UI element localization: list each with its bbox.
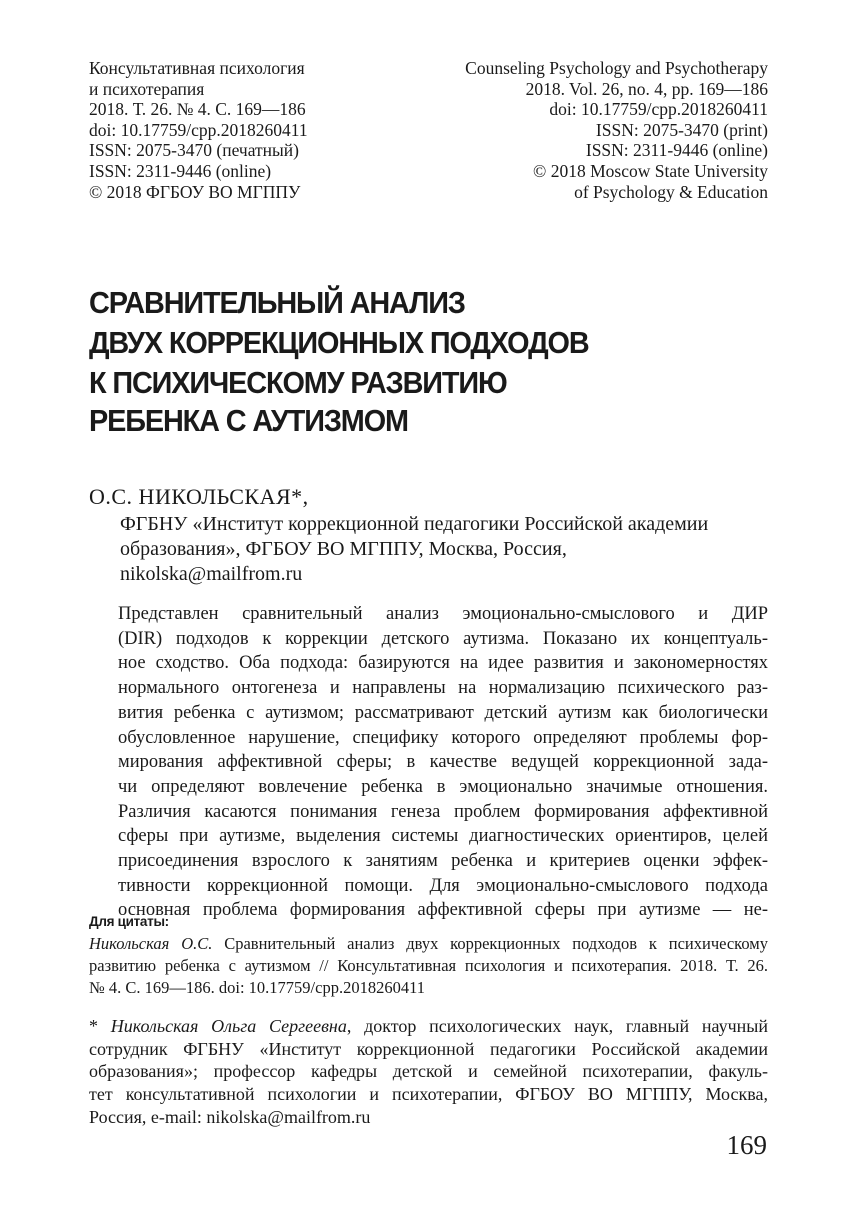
abstract-line: мирования аффективной сферы; в качестве ведущей коррекционной зада- (118, 752, 768, 773)
abstract-line: нормального онтогенеза и направлены на нормализацию психического раз- (118, 678, 768, 699)
header-line: 2018. Т. 26. № 4. С. 169—186 (89, 99, 306, 120)
header-line: ISSN: 2075-3470 (print) (595, 119, 768, 140)
header-line: © 2018 ФГБОУ ВО МГППУ (89, 181, 301, 202)
citation (89, 933, 768, 999)
abstract-line: вития ребенка с аутизмом; рассматривают детский аутизм как биологически (118, 702, 768, 723)
article-title (89, 283, 589, 439)
abstract-line: сферы при аутизме, выделения системы диагностических ориентиров, целей (118, 826, 768, 847)
footnote-star: * (89, 1016, 111, 1036)
journal-header-english (465, 58, 768, 202)
citation-text: Сравнительный анализ двух коррекционных подходов к психическому (212, 934, 768, 953)
citation-heading: Для цитаты: (89, 914, 169, 929)
footnote-line (89, 1015, 768, 1038)
abstract-line: Различия касаются понимания генеза проблем формирования аффективной (118, 801, 768, 822)
footnote-line: тет консультативной психологии и психотерапии, ФГБОУ ВО МГППУ, Москва, (89, 1084, 768, 1105)
header-line: Counseling Psychology and Psychotherapy (465, 58, 768, 78)
citation-line: развитию ребенка с аутизмом // Консультативная психология и психотерапия. 2018. Т. 26. (89, 956, 768, 975)
abstract-line: основная проблема формирования аффективной сферы при аутизме — не- (118, 900, 768, 921)
footnote-text: , доктор психологических наук, главный научный (346, 1016, 769, 1036)
journal-header-russian (89, 58, 308, 202)
header-line: doi: 10.17759/cpp.2018260411 (549, 99, 768, 120)
abstract-line: присоединения взрослого к занятиям ребенка и критериев оценки эффек- (118, 851, 768, 872)
header-line: 2018. Vol. 26, no. 4, pp. 169—186 (525, 78, 768, 99)
citation-line (89, 933, 768, 955)
author-email: nikolska@mailfrom.ru (120, 563, 303, 585)
abstract-line: Представлен сравнительный анализ эмоционально-смыслового и ДИР (118, 604, 768, 624)
citation-author: Никольская О.С. (89, 934, 213, 953)
author-name: О.С. НИКОЛЬСКАЯ*, (89, 484, 309, 509)
header-line: © 2018 Moscow State University (533, 160, 768, 181)
footnote-line: Россия, e-mail: nikolska@mailfrom.ru (89, 1106, 371, 1127)
header-line: ISSN: 2311-9446 (online) (89, 160, 272, 181)
page-number: 169 (726, 1130, 767, 1160)
header-line: ISSN: 2075-3470 (печатный) (89, 140, 299, 161)
footnote-line: сотрудник ФГБНУ «Институт коррекционной педагогики Российской академии (89, 1038, 768, 1059)
header-line: Консультативная психология (89, 58, 305, 78)
footnote-line: образования»; профессор кафедры детской и семейной психотерапии, факуль- (89, 1061, 768, 1082)
abstract-line: (DIR) подходов к коррекции детского аутизма. Показано их концептуаль- (118, 628, 768, 649)
affiliation-line: образования», ФГБОУ ВО МГППУ, Москва, Россия, (120, 538, 567, 560)
author-footnote (89, 1015, 768, 1129)
citation-line: № 4. С. 169—186. doi: 10.17759/cpp.2018260411 (89, 978, 425, 997)
header-line: doi: 10.17759/cpp.2018260411 (89, 119, 308, 140)
header-line: of Psychology & Education (574, 181, 768, 202)
title-line: СРАВНИТЕЛЬНЫЙ АНАЛИЗ (89, 285, 465, 320)
title-line: РЕБЕНКА С АУТИЗМОМ (89, 403, 408, 438)
title-line: ДВУХ КОРРЕКЦИОННЫХ ПОДХОДОВ (89, 325, 589, 360)
title-line: К ПСИХИЧЕСКОМУ РАЗВИТИЮ (89, 365, 507, 400)
abstract (118, 602, 768, 923)
abstract-line: ное сходство. Оба подхода: базируются на идее развития и закономерностях (118, 653, 768, 674)
abstract-line: обусловленное нарушение, специфику которого определяют проблемы фор- (118, 727, 768, 748)
footnote-author-name: Никольская Ольга Сергеевна (110, 1016, 347, 1036)
affiliation-line: ФГБНУ «Институт коррекционной педагогики Российской академии (120, 513, 709, 535)
header-line: и психотерапия (89, 78, 205, 99)
abstract-line: тивности коррекционной помощи. Для эмоционально-смыслового подхода (118, 875, 768, 896)
abstract-line: чи определяют вовлечение ребенка в эмоционально значимые отношения. (118, 776, 768, 797)
author-affiliation (120, 512, 708, 587)
header-line: ISSN: 2311-9446 (online) (585, 140, 768, 161)
